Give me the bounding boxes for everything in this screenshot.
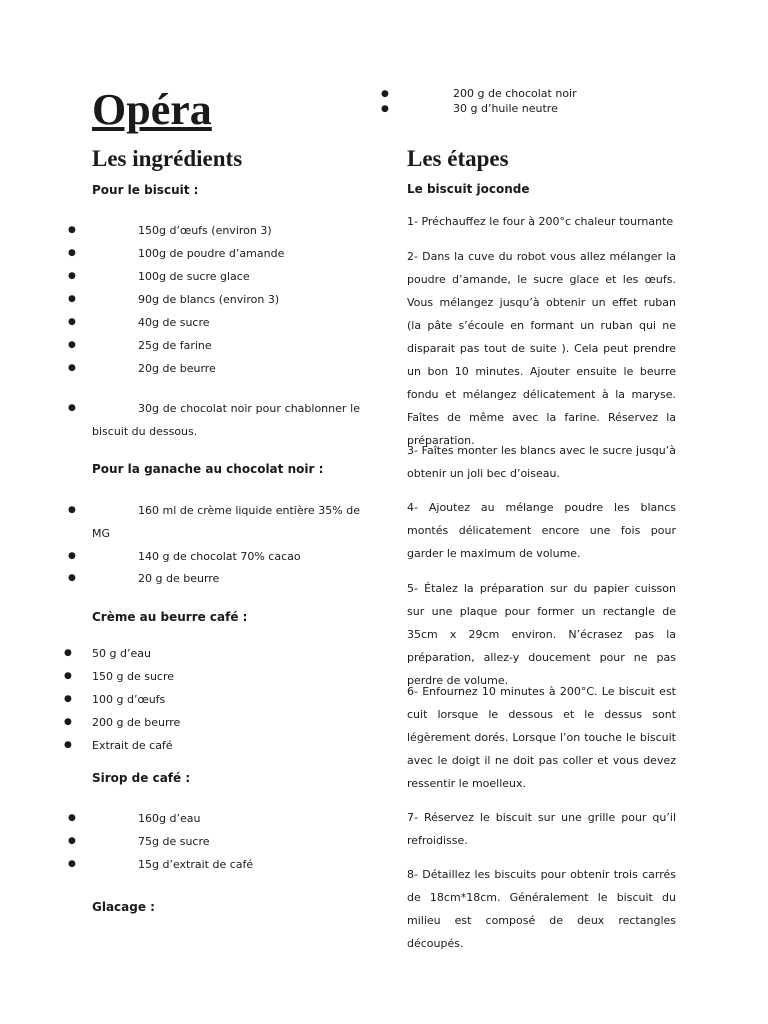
list-item: 200 g de chocolat noir	[453, 87, 577, 100]
list-item: 40g de sucre	[138, 316, 210, 329]
bullet: ●	[64, 717, 72, 727]
bullet: ●	[68, 363, 76, 373]
bullet: ●	[68, 340, 76, 350]
bullet: ●	[64, 671, 72, 681]
bullet: ●	[68, 317, 76, 327]
bullet: ●	[68, 813, 76, 823]
bullet: ●	[64, 648, 72, 658]
step-8: 8- Détaillez les biscuits pour obtenir trois carrés de 18cm*18cm. Généralement le biscuit du milieu est composé de deux rectangles découpés.	[407, 868, 676, 950]
glacage-subheading: Glacage :	[92, 900, 155, 914]
list-item: 50 g d’eau	[92, 647, 151, 660]
list-item: 20 g de beurre	[138, 572, 220, 585]
bullet: ●	[68, 248, 76, 258]
bullet: ●	[68, 271, 76, 281]
bullet: ●	[64, 740, 72, 750]
list-item: 150g d’œufs (environ 3)	[138, 224, 272, 237]
page-title: Opéra	[92, 85, 212, 134]
bullet: ●	[381, 104, 389, 114]
list-item: 150 g de sucre	[92, 670, 175, 683]
list-item: 200 g de beurre	[92, 716, 181, 729]
bullet: ●	[68, 225, 76, 235]
creme-subheading: Crème au beurre café :	[92, 610, 248, 624]
list-item: 100g de poudre d’amande	[138, 247, 285, 260]
bullet: ●	[68, 551, 76, 561]
biscuit-subheading: Pour le biscuit :	[92, 183, 199, 197]
bullet: ●	[68, 505, 76, 515]
list-item-continuation: MG	[92, 527, 111, 540]
bullet: ●	[68, 573, 76, 583]
step-5: 5- Étalez la préparation sur du papier cuisson sur une plaque pour former un rectangle de 35cm x 29cm environ. N’écrasez pas la préparation, allez-y doucement pour ne pas perdre de volume.	[407, 582, 676, 687]
list-item: 160g d’eau	[138, 812, 201, 825]
step-1: 1- Préchauffez le four à 200°c chaleur tournante	[407, 215, 674, 228]
list-item-continuation: biscuit du dessous.	[92, 425, 198, 438]
list-item: 100 g d’œufs	[92, 693, 166, 706]
step-3: 3- Faîtes monter les blancs avec le sucre jusqu’à obtenir un joli bec d’oiseau.	[407, 444, 676, 480]
list-item: 75g de sucre	[138, 835, 210, 848]
ganache-subheading: Pour la ganache au chocolat noir :	[92, 462, 324, 476]
step-2: 2- Dans la cuve du robot vous allez mélanger la poudre d’amande, le sucre glace et les œufs. Vous mélangez jusqu’à obtenir un effet ruban (la pâte s’écoule en formant un ruban qui ne disparait pas tout de suite ). Cela peut prendre un bon 10 minutes. Ajouter ensuite le beurre fondu et mélangez délicatement à la maryse. Faîtes de même avec la farine. Réservez la préparation.	[407, 250, 676, 447]
list-item: 160 ml de crème liquide entière 35% de	[138, 504, 360, 517]
bullet: ●	[68, 294, 76, 304]
ingredients-heading: Les ingrédients	[92, 146, 243, 171]
step-4: 4- Ajoutez au mélange poudre les blancs montés délicatement encore une fois pour garder le maximum de volume.	[407, 501, 676, 560]
steps-heading: Les étapes	[407, 146, 509, 171]
list-item: 15g d’extrait de café	[138, 858, 254, 871]
bullet: ●	[381, 89, 389, 99]
list-item: 140 g de chocolat 70% cacao	[138, 550, 301, 563]
bullet: ●	[68, 836, 76, 846]
step-6: 6- Enfournez 10 minutes à 200°C. Le biscuit est cuit lorsque le dessous et le dessus sont légèrement dorés. Lorsque l’on touche le biscuit avec le doigt il ne doit pas coller et vous devez ressentir le moelleux.	[407, 685, 676, 790]
list-item: Extrait de café	[92, 739, 173, 752]
sirop-subheading: Sirop de café :	[92, 771, 191, 785]
list-item: 100g de sucre glace	[138, 270, 250, 283]
biscuit-joconde-subheading: Le biscuit joconde	[407, 182, 530, 196]
bullet: ●	[64, 694, 72, 704]
list-item: 30 g d’huile neutre	[453, 102, 558, 115]
list-item: 90g de blancs (environ 3)	[138, 293, 280, 306]
list-item: 30g de chocolat noir pour chablonner le	[138, 402, 360, 415]
step-7: 7- Réservez le biscuit sur une grille pour qu’il refroidisse.	[407, 811, 676, 847]
list-item: 25g de farine	[138, 339, 212, 352]
bullet: ●	[68, 403, 76, 413]
list-item: 20g de beurre	[138, 362, 216, 375]
bullet: ●	[68, 859, 76, 869]
